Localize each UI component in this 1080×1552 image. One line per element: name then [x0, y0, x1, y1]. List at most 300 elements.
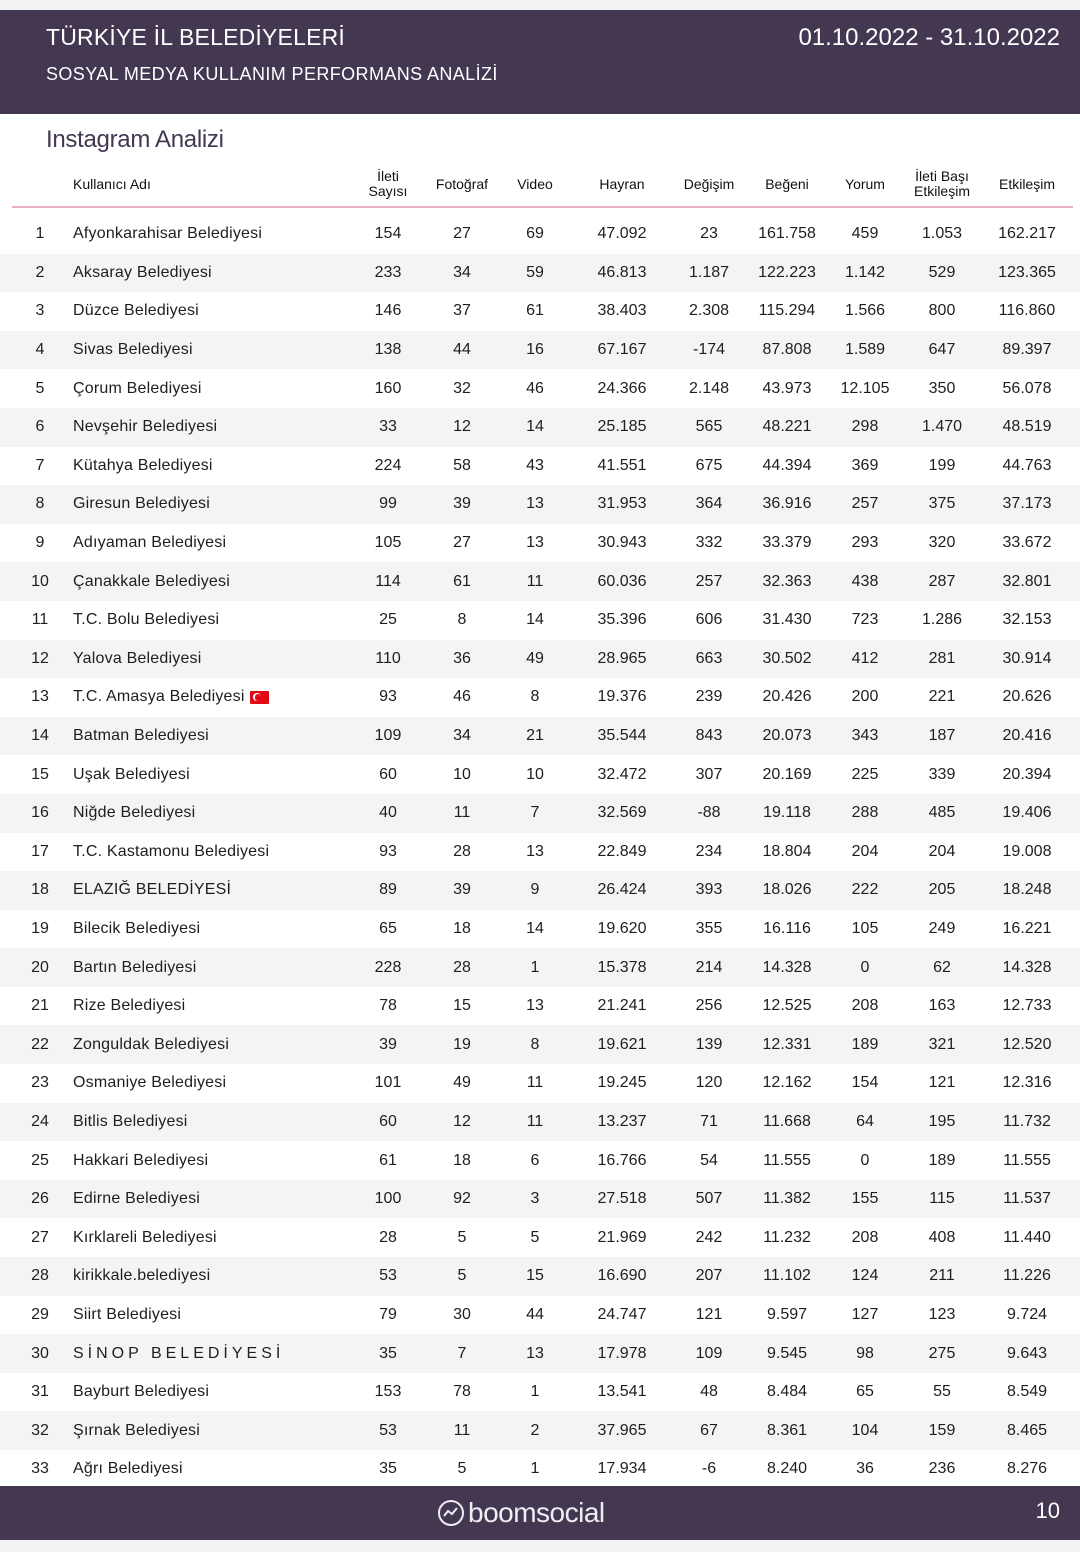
- per-post-engagement-cell: 321: [928, 1035, 956, 1053]
- fans-cell: 13.541: [597, 1383, 647, 1401]
- video-cell: 13: [526, 997, 544, 1015]
- comments-cell: 1.566: [844, 302, 886, 320]
- photo-cell: 7: [457, 1344, 467, 1362]
- change-cell: 109: [695, 1344, 723, 1362]
- rank-cell: 25: [31, 1151, 49, 1169]
- change-cell: 234: [695, 842, 723, 860]
- video-cell: 2: [530, 1421, 540, 1439]
- likes-cell: 11.382: [763, 1190, 811, 1208]
- name-cell: Sivas Belediyesi: [73, 341, 193, 359]
- fans-cell: 47.092: [597, 225, 647, 243]
- posts-cell: 93: [379, 842, 397, 860]
- column-header-fans: Hayran: [599, 175, 645, 192]
- rank-cell: 26: [31, 1190, 49, 1208]
- engagement-cell: 20.416: [1002, 727, 1052, 745]
- table-row: [0, 1141, 1080, 1180]
- table-row: [0, 1411, 1080, 1450]
- engagement-cell: 9.724: [1006, 1305, 1048, 1323]
- change-cell: 606: [695, 611, 723, 629]
- fans-cell: 67.167: [597, 341, 647, 359]
- engagement-cell: 14.328: [1002, 958, 1052, 976]
- comments-cell: 104: [851, 1421, 879, 1439]
- photo-cell: 58: [453, 456, 471, 474]
- comments-cell: 155: [851, 1190, 879, 1208]
- video-cell: 69: [526, 225, 544, 243]
- engagement-cell: 44.763: [1002, 456, 1052, 474]
- per-post-engagement-cell: 163: [928, 997, 956, 1015]
- engagement-cell: 20.394: [1002, 765, 1052, 783]
- likes-cell: 18.026: [762, 881, 812, 899]
- likes-cell: 36.916: [762, 495, 812, 513]
- posts-cell: 160: [374, 379, 402, 397]
- column-header-name: Kullanıcı Adı: [73, 175, 151, 192]
- video-cell: 3: [530, 1190, 540, 1208]
- name-cell: T.C. Kastamonu Belediyesi: [73, 842, 270, 860]
- per-post-engagement-cell: 287: [928, 572, 956, 590]
- change-cell: 675: [695, 456, 723, 474]
- name-cell: Bayburt Belediyesi: [73, 1383, 210, 1401]
- photo-cell: 30: [453, 1305, 471, 1323]
- per-post-engagement-cell: 529: [928, 263, 956, 281]
- name-cell: Bartın Belediyesi: [73, 958, 197, 976]
- engagement-cell: 11.537: [1003, 1190, 1051, 1208]
- video-cell: 43: [526, 456, 544, 474]
- likes-cell: 20.073: [762, 727, 812, 745]
- posts-cell: 53: [379, 1421, 397, 1439]
- photo-cell: 10: [453, 765, 471, 783]
- rank-cell: 5: [35, 379, 45, 397]
- posts-cell: 53: [379, 1267, 397, 1285]
- table-row: [0, 755, 1080, 794]
- likes-cell: 20.426: [762, 688, 812, 706]
- table-row: [0, 910, 1080, 949]
- comments-cell: 12.105: [840, 379, 890, 397]
- engagement-cell: 11.732: [1003, 1112, 1051, 1130]
- posts-cell: 79: [379, 1305, 397, 1323]
- engagement-cell: 11.226: [1003, 1267, 1051, 1285]
- comments-cell: 459: [851, 225, 879, 243]
- posts-cell: 109: [374, 727, 402, 745]
- video-cell: 13: [526, 842, 544, 860]
- per-post-engagement-cell: 1.286: [921, 611, 963, 629]
- posts-cell: 60: [379, 765, 397, 783]
- turkey-flag-icon: [250, 691, 269, 704]
- likes-cell: 16.116: [763, 919, 811, 937]
- engagement-cell: 8.549: [1006, 1383, 1048, 1401]
- table-row: [0, 1373, 1080, 1412]
- comments-cell: 36: [856, 1460, 874, 1478]
- change-cell: 843: [695, 727, 723, 745]
- posts-cell: 105: [374, 534, 402, 552]
- photo-cell: 34: [453, 727, 471, 745]
- rank-cell: 15: [31, 765, 49, 783]
- per-post-engagement-cell: 320: [928, 534, 956, 552]
- column-header-likes: Beğeni: [765, 175, 809, 192]
- per-post-engagement-cell: 339: [928, 765, 956, 783]
- per-post-engagement-cell: 375: [928, 495, 956, 513]
- engagement-cell: 11.440: [1003, 1228, 1051, 1246]
- page-number: 10: [1035, 1498, 1060, 1523]
- rank-cell: 6: [35, 418, 45, 436]
- engagement-cell: 19.406: [1002, 804, 1052, 822]
- change-cell: 332: [695, 534, 723, 552]
- change-cell: 67: [700, 1421, 718, 1439]
- video-cell: 21: [526, 727, 544, 745]
- photo-cell: 5: [457, 1267, 467, 1285]
- engagement-cell: 19.008: [1002, 842, 1052, 860]
- change-cell: 71: [700, 1112, 718, 1130]
- per-post-engagement-cell: 195: [928, 1112, 956, 1130]
- posts-cell: 99: [379, 495, 397, 513]
- fans-cell: 38.403: [597, 302, 647, 320]
- comments-cell: 369: [851, 456, 879, 474]
- table-header: [12, 162, 1073, 208]
- video-cell: 1: [530, 1460, 540, 1478]
- per-post-engagement-cell: 189: [928, 1151, 956, 1169]
- likes-cell: 11.232: [763, 1228, 811, 1246]
- comments-cell: 127: [851, 1305, 879, 1323]
- video-cell: 61: [526, 302, 544, 320]
- fans-cell: 31.953: [597, 495, 647, 513]
- name-cell: Bitlis Belediyesi: [73, 1112, 188, 1130]
- comments-cell: 438: [851, 572, 879, 590]
- comments-cell: 0: [860, 958, 870, 976]
- video-cell: 44: [526, 1305, 544, 1323]
- change-cell: 256: [695, 997, 723, 1015]
- likes-cell: 9.545: [766, 1344, 808, 1362]
- comments-cell: 105: [851, 919, 879, 937]
- rank-cell: 1: [35, 225, 45, 243]
- comments-cell: 723: [851, 611, 879, 629]
- rank-cell: 28: [31, 1267, 49, 1285]
- name-cell: T.C. Bolu Belediyesi: [73, 611, 220, 629]
- change-cell: -174: [692, 341, 726, 359]
- fans-cell: 16.766: [597, 1151, 647, 1169]
- comments-cell: 208: [851, 997, 879, 1015]
- per-post-engagement-cell: 281: [928, 649, 956, 667]
- change-cell: 214: [695, 958, 723, 976]
- engagement-cell: 8.465: [1006, 1421, 1048, 1439]
- per-post-engagement-cell: 205: [928, 881, 956, 899]
- posts-cell: 100: [374, 1190, 402, 1208]
- photo-cell: 11: [453, 804, 471, 822]
- column-header-engagement: Etkileşim: [998, 175, 1055, 192]
- name-cell: Bilecik Belediyesi: [73, 919, 201, 937]
- comments-cell: 1.589: [844, 341, 886, 359]
- engagement-cell: 30.914: [1002, 649, 1052, 667]
- likes-cell: 20.169: [762, 765, 812, 783]
- rank-cell: 31: [31, 1383, 49, 1401]
- table-row: [0, 408, 1080, 447]
- posts-cell: 101: [374, 1074, 402, 1092]
- photo-cell: 39: [453, 495, 471, 513]
- table-row: [0, 369, 1080, 408]
- rank-cell: 10: [31, 572, 49, 590]
- change-cell: 663: [695, 649, 723, 667]
- change-cell: 393: [695, 881, 723, 899]
- engagement-cell: 16.221: [1002, 919, 1052, 937]
- video-cell: 13: [526, 495, 544, 513]
- posts-cell: 40: [379, 804, 397, 822]
- comments-cell: 204: [851, 842, 879, 860]
- comments-cell: 124: [851, 1267, 879, 1285]
- per-post-engagement-cell: 236: [928, 1460, 956, 1478]
- posts-cell: 60: [379, 1112, 397, 1130]
- rank-cell: 16: [31, 804, 49, 822]
- video-cell: 13: [526, 534, 544, 552]
- report-header: [0, 10, 1080, 114]
- change-cell: 207: [695, 1267, 723, 1285]
- date-range: 01.10.2022 - 31.10.2022: [798, 24, 1060, 51]
- name-cell: Hakkari Belediyesi: [73, 1151, 209, 1169]
- posts-cell: 146: [374, 302, 402, 320]
- engagement-cell: 18.248: [1002, 881, 1052, 899]
- video-cell: 11: [526, 1074, 544, 1092]
- engagement-cell: 8.276: [1006, 1460, 1048, 1478]
- change-cell: -6: [701, 1460, 717, 1478]
- video-cell: 49: [526, 649, 544, 667]
- table-row: [0, 1103, 1080, 1142]
- boomsocial-logo: [438, 1494, 605, 1532]
- fans-cell: 30.943: [597, 534, 647, 552]
- likes-cell: 115.294: [758, 302, 816, 320]
- rank-cell: 13: [31, 688, 49, 706]
- table-row: [0, 1180, 1080, 1219]
- likes-cell: 9.597: [766, 1305, 808, 1323]
- report-subtitle: SOSYAL MEDYA KULLANIM PERFORMANS ANALİZİ: [46, 64, 498, 84]
- name-cell: Çorum Belediyesi: [73, 379, 202, 397]
- change-cell: 257: [695, 572, 723, 590]
- engagement-cell: 11.555: [1003, 1151, 1051, 1169]
- change-cell: 565: [695, 418, 723, 436]
- photo-cell: 15: [453, 997, 471, 1015]
- fans-cell: 25.185: [597, 418, 647, 436]
- per-post-engagement-cell: 62: [933, 958, 951, 976]
- fans-cell: 22.849: [597, 842, 647, 860]
- video-cell: 13: [526, 1344, 544, 1362]
- table-row: [0, 948, 1080, 987]
- table-row: [0, 1257, 1080, 1296]
- photo-cell: 37: [453, 302, 471, 320]
- likes-cell: 12.525: [762, 997, 812, 1015]
- fans-cell: 24.747: [597, 1305, 647, 1323]
- per-post-engagement-cell: 350: [928, 379, 956, 397]
- change-cell: 23: [700, 225, 718, 243]
- fans-cell: 24.366: [597, 379, 647, 397]
- name-cell: Aksaray Belediyesi: [73, 263, 212, 281]
- rank-cell: 30: [31, 1344, 49, 1362]
- comments-cell: 222: [851, 881, 879, 899]
- name-cell: Kırklareli Belediyesi: [73, 1228, 217, 1246]
- per-post-engagement-cell: 275: [928, 1344, 956, 1362]
- rank-cell: 24: [31, 1112, 49, 1130]
- comments-cell: 293: [851, 534, 879, 552]
- photo-cell: 18: [453, 1151, 471, 1169]
- likes-cell: 11.102: [763, 1267, 811, 1285]
- column-header-posts: İleti Sayısı: [368, 168, 408, 199]
- likes-cell: 122.223: [758, 263, 816, 281]
- likes-cell: 18.804: [762, 842, 812, 860]
- name-cell: Afyonkarahisar Belediyesi: [73, 225, 263, 243]
- video-cell: 14: [526, 418, 544, 436]
- photo-cell: 46: [453, 688, 471, 706]
- section-title: Instagram Analizi: [46, 126, 224, 153]
- table-row: [0, 292, 1080, 331]
- posts-cell: 89: [379, 881, 397, 899]
- posts-cell: 93: [379, 688, 397, 706]
- rank-cell: 21: [31, 997, 49, 1015]
- change-cell: 48: [700, 1383, 718, 1401]
- table-row: [0, 1450, 1080, 1489]
- engagement-cell: 89.397: [1002, 341, 1052, 359]
- engagement-cell: 32.153: [1002, 611, 1052, 629]
- fans-cell: 19.245: [597, 1074, 647, 1092]
- posts-cell: 114: [375, 572, 401, 590]
- comments-cell: 64: [856, 1112, 874, 1130]
- table-row: [0, 1296, 1080, 1335]
- video-cell: 11: [526, 572, 544, 590]
- posts-cell: 61: [379, 1151, 397, 1169]
- likes-cell: 8.484: [766, 1383, 808, 1401]
- name-cell: Osmaniye Belediyesi: [73, 1074, 227, 1092]
- name-cell: Edirne Belediyesi: [73, 1190, 201, 1208]
- change-cell: 54: [700, 1151, 718, 1169]
- engagement-cell: 32.801: [1002, 572, 1052, 590]
- table-row: [0, 1025, 1080, 1064]
- table-body: [0, 215, 1080, 1489]
- table-row: [0, 794, 1080, 833]
- photo-cell: 36: [453, 649, 471, 667]
- fans-cell: 19.376: [597, 688, 647, 706]
- rank-cell: 20: [31, 958, 49, 976]
- photo-cell: 5: [457, 1228, 467, 1246]
- name-cell: Niğde Belediyesi: [73, 804, 196, 822]
- name-cell: Zonguldak Belediyesi: [73, 1035, 230, 1053]
- name-cell: Ağrı Belediyesi: [73, 1460, 183, 1478]
- fans-cell: 28.965: [597, 649, 647, 667]
- fans-cell: 41.551: [597, 456, 647, 474]
- rank-cell: 8: [35, 495, 45, 513]
- posts-cell: 25: [379, 611, 397, 629]
- change-cell: 2.308: [688, 302, 730, 320]
- comments-cell: 298: [851, 418, 879, 436]
- name-cell: Şırnak Belediyesi: [73, 1421, 201, 1439]
- table-row: [0, 1064, 1080, 1103]
- change-cell: 364: [695, 495, 723, 513]
- table-row: [0, 331, 1080, 370]
- column-header-change: Değişim: [683, 175, 735, 192]
- engagement-cell: 37.173: [1002, 495, 1052, 513]
- posts-cell: 35: [379, 1344, 397, 1362]
- name-cell: Uşak Belediyesi: [73, 765, 190, 783]
- posts-cell: 35: [379, 1460, 397, 1478]
- change-cell: 242: [695, 1228, 723, 1246]
- rank-cell: 12: [31, 649, 49, 667]
- name-cell: Batman Belediyesi: [73, 727, 209, 745]
- comments-cell: 154: [851, 1074, 879, 1092]
- change-cell: 507: [695, 1190, 723, 1208]
- fans-cell: 16.690: [597, 1267, 647, 1285]
- per-post-engagement-cell: 408: [928, 1228, 956, 1246]
- photo-cell: 92: [453, 1190, 471, 1208]
- rank-cell: 3: [35, 302, 45, 320]
- fans-cell: 46.813: [597, 263, 647, 281]
- per-post-engagement-cell: 123: [928, 1305, 956, 1323]
- name-cell: kirikkale.belediyesi: [73, 1267, 211, 1285]
- change-cell: 121: [695, 1305, 723, 1323]
- table-row: [0, 678, 1080, 717]
- likes-cell: 12.331: [762, 1035, 812, 1053]
- per-post-engagement-cell: 800: [928, 302, 956, 320]
- rank-cell: 2: [35, 263, 45, 281]
- change-cell: 355: [695, 919, 723, 937]
- posts-cell: 233: [374, 263, 402, 281]
- fans-cell: 13.237: [597, 1112, 647, 1130]
- name-cell: Çanakkale Belediyesi: [73, 572, 230, 590]
- name-cell: T.C. Amasya Belediyesi: [73, 678, 363, 717]
- posts-cell: 224: [374, 456, 402, 474]
- fans-cell: 27.518: [597, 1190, 647, 1208]
- video-cell: 8: [530, 688, 540, 706]
- video-cell: 9: [530, 881, 540, 899]
- per-post-engagement-cell: 485: [928, 804, 956, 822]
- name-cell: Nevşehir Belediyesi: [73, 418, 218, 436]
- name-cell: Giresun Belediyesi: [73, 495, 210, 513]
- fans-cell: 60.036: [597, 572, 647, 590]
- rank-cell: 32: [31, 1421, 49, 1439]
- per-post-engagement-cell: 211: [929, 1267, 955, 1285]
- table-row: [0, 833, 1080, 872]
- column-header-video: Video: [517, 175, 553, 192]
- per-post-engagement-cell: 199: [928, 456, 956, 474]
- per-post-engagement-cell: 249: [928, 919, 956, 937]
- fans-cell: 21.969: [597, 1228, 647, 1246]
- likes-cell: 48.221: [762, 418, 812, 436]
- posts-cell: 110: [375, 649, 401, 667]
- table-row: [0, 987, 1080, 1026]
- table-row: [0, 447, 1080, 486]
- likes-cell: 8.361: [766, 1421, 808, 1439]
- per-post-engagement-cell: 115: [929, 1190, 955, 1208]
- video-cell: 46: [526, 379, 544, 397]
- per-post-engagement-cell: 221: [928, 688, 956, 706]
- fans-cell: 26.424: [597, 881, 647, 899]
- photo-cell: 39: [453, 881, 471, 899]
- report-footer: [0, 1486, 1080, 1540]
- engagement-cell: 48.519: [1002, 418, 1052, 436]
- likes-cell: 32.363: [762, 572, 812, 590]
- rank-cell: 7: [35, 456, 45, 474]
- photo-cell: 5: [457, 1460, 467, 1478]
- photo-cell: 32: [453, 379, 471, 397]
- video-cell: 59: [526, 263, 544, 281]
- fans-cell: 17.978: [597, 1344, 647, 1362]
- video-cell: 16: [526, 341, 544, 359]
- per-post-engagement-cell: 204: [928, 842, 956, 860]
- change-cell: 307: [695, 765, 723, 783]
- engagement-cell: 12.733: [1002, 997, 1052, 1015]
- fans-cell: 15.378: [597, 958, 647, 976]
- table-row: [0, 215, 1080, 254]
- logo-text: boomsocial: [468, 1497, 605, 1528]
- photo-cell: 34: [453, 263, 471, 281]
- table-row: [0, 562, 1080, 601]
- posts-cell: 154: [374, 225, 402, 243]
- fans-cell: 32.569: [597, 804, 647, 822]
- change-cell: -88: [697, 804, 721, 822]
- fans-cell: 37.965: [597, 1421, 647, 1439]
- engagement-cell: 123.365: [998, 263, 1056, 281]
